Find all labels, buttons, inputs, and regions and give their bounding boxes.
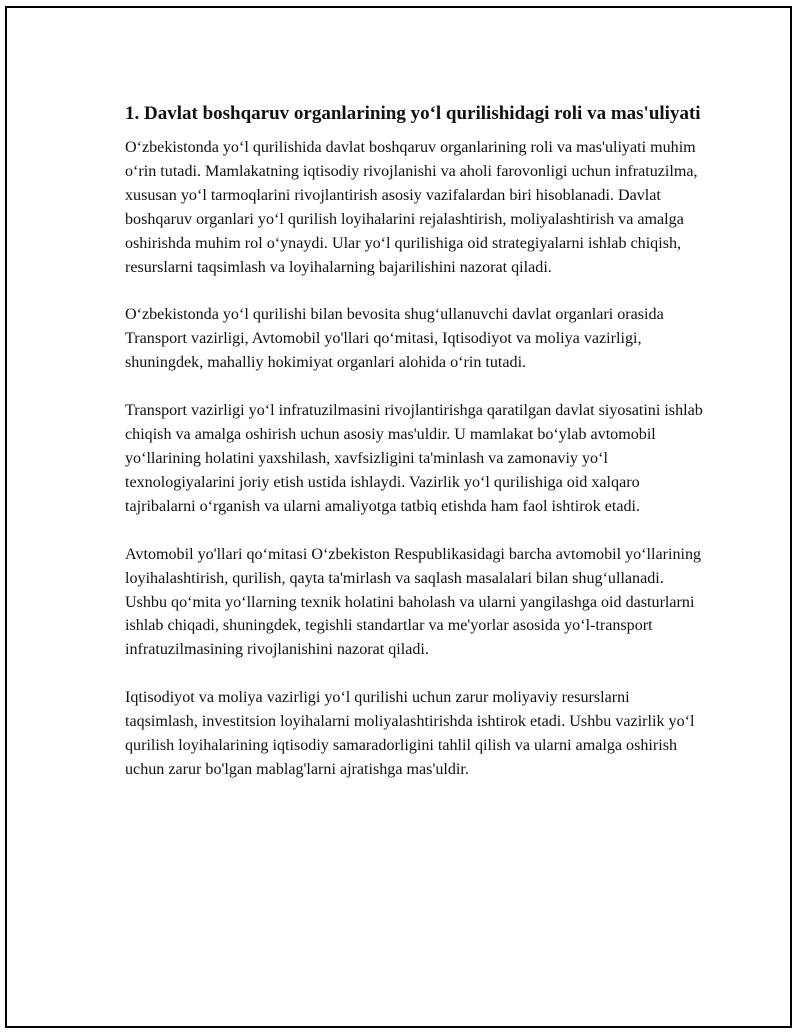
paragraph-transport-ministry: Transport vazirligi yo‘l infratuzilmasini rivojlantirishga qaratilgan davlat siyosatini ishlab chiqish va amalga oshirish uchun asosiy mas'uldir. U mamlakat bo‘ylab avtomobil yo‘llarining holatini yaxshilash, xavfsizligini ta'minlash va zamonaviy yo‘l texnologiyalarini joriy etish ustida ishlaydi. Vazirlik yo‘l qurilishiga oid xalqaro tajribalarni o‘rganish va ularni amaliyotga tatbiq etishda ham faol ishtirok etadi. <box>125 402 703 515</box>
page-frame <box>5 6 792 1028</box>
paragraph-intro: O‘zbekistonda yo‘l qurilishida davlat boshqaruv organlarining roli va mas'uliyati muhim o‘rin tutadi. Mamlakatning iqtisodiy rivojlanishi va aholi farovonligi uchun infratuzilma, xususan yo‘l tarmoqlarini rivojlantirish asosiy vazifalardan biri hisoblanadi. Davlat boshqaruv organlari yo‘l qurilish loyihalarini rejalashtirish, moliyalashtirish va amalga oshirishda muhim rol o‘ynaydi. Ular yo‘l qurilishiga oid strategiyalarni ishlab chiqish, resurslarni taqsimlash va loyihalarning bajarilishini nazorat qiladi. <box>125 139 698 276</box>
section-heading: 1. Davlat boshqaruv organlarining yo‘l qurilishidagi roli va mas'uliyati <box>125 103 701 124</box>
paragraph-state-bodies: O‘zbekistonda yo‘l qurilishi bilan bevosita shug‘ullanuvchi davlat organlari orasida Transport vazirligi, Avtomobil yo'llari qo‘mitasi, Iqtisodiyot va moliya vazirligi, shuningdek, mahalliy hokimiyat organlari alohida o‘rin tutadi. <box>125 306 664 372</box>
paragraph-roads-committee: Avtomobil yo'llari qo‘mitasi O‘zbekiston Respublikasidagi barcha avtomobil yo‘llarining loyihalashtirish, qurilish, qayta ta'mirlash va saqlash masalalari bilan shug‘ullanadi. Ushbu qo‘mita yo‘llarning texnik holatini baholash va ularni yangilashga oid dasturlarni ishlab chiqadi, shuningdek, tegishli standartlar va me'yorlar asosida yo‘l-transport infratuzilmasining rivojlanishini nazorat qiladi. <box>125 545 702 659</box>
document-body <box>125 101 705 806</box>
paragraph-finance-ministry: Iqtisodiyot va moliya vazirligi yo‘l qurilishi uchun zarur moliyaviy resurslarni taqsimlash, investitsion loyihalarni moliyalashtirishda ishtirok etadi. Ushbu vazirlik yo‘l qurilish loyihalarining iqtisodiy samaradorligini tahlil qilish va ularni amalga oshirish uchun zarur bo'lgan mablag'larni ajratishga mas'uldir. <box>125 689 695 778</box>
